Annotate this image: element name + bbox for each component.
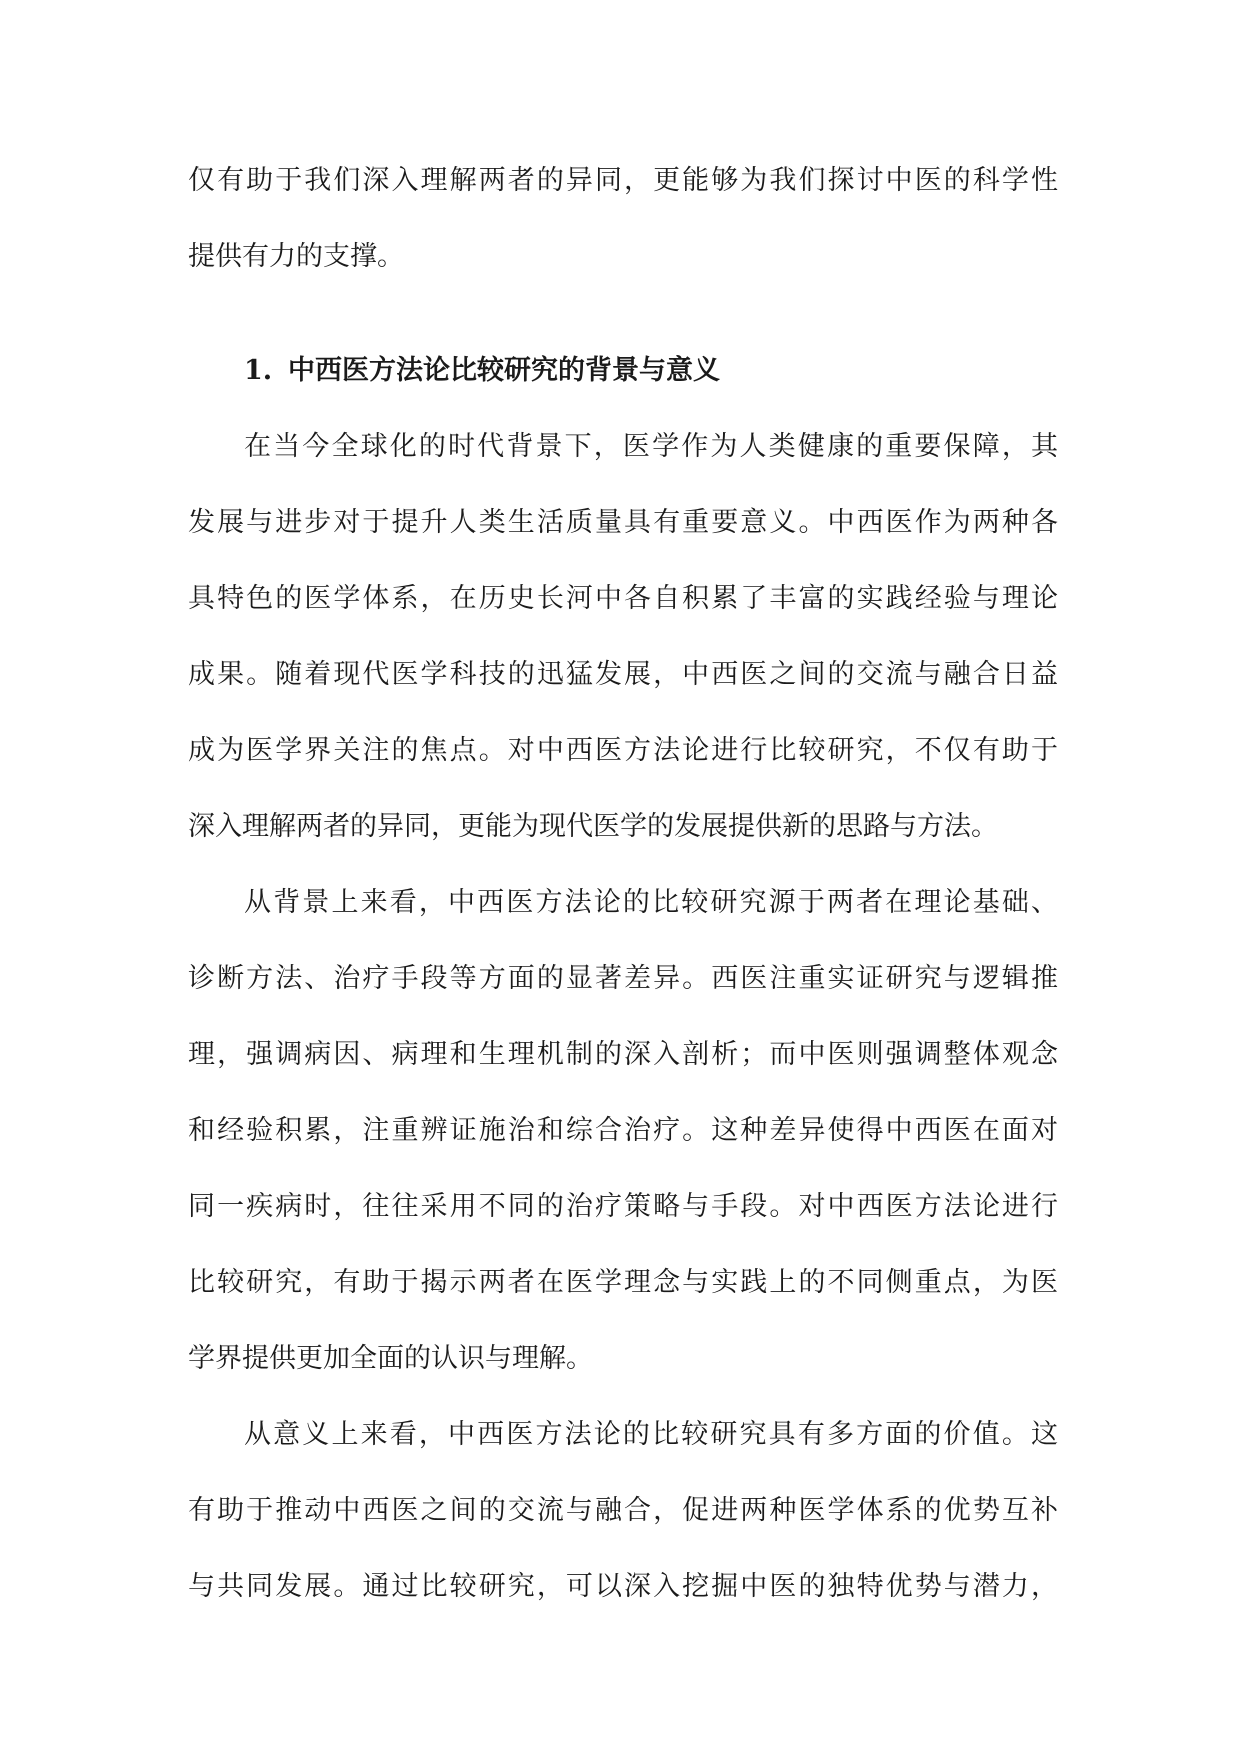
intro-paragraph bbox=[188, 143, 1058, 295]
paragraph-line: 成为医学界关注的焦点。对中西医方法论进行比较研究，不仅有助于 bbox=[188, 735, 1058, 766]
section-number: 1. bbox=[244, 355, 273, 386]
section-heading bbox=[188, 333, 1058, 409]
paragraph-line: 和经验积累，注重辨证施治和综合治疗。这种差异使得中西医在面对 bbox=[188, 1115, 1058, 1146]
body-paragraph-1 bbox=[188, 409, 1058, 865]
paragraph-line: 与共同发展。通过比较研究，可以深入挖掘中医的独特优势与潜力， bbox=[188, 1571, 1058, 1602]
paragraph-line: 学界提供更加全面的认识与理解。 bbox=[188, 1343, 593, 1374]
body-paragraph-2 bbox=[188, 865, 1058, 1397]
paragraph-line: 具特色的医学体系，在历史长河中各自积累了丰富的实践经验与理论 bbox=[188, 583, 1058, 614]
paragraph-line: 有助于推动中西医之间的交流与融合，促进两种医学体系的优势互补 bbox=[188, 1495, 1058, 1526]
paragraph-line: 理，强调病因、病理和生理机制的深入剖析；而中医则强调整体观念 bbox=[188, 1039, 1058, 1070]
paragraph-line: 成果。随着现代医学科技的迅猛发展，中西医之间的交流与融合日益 bbox=[188, 659, 1058, 690]
paragraph-line: 从背景上来看，中西医方法论的比较研究源于两者在理论基础、 bbox=[244, 887, 1058, 918]
paragraph-line: 发展与进步对于提升人类生活质量具有重要意义。中西医作为两种各 bbox=[188, 507, 1058, 538]
paragraph-line: 在当今全球化的时代背景下，医学作为人类健康的重要保障，其 bbox=[244, 431, 1058, 462]
paragraph-line: 仅有助于我们深入理解两者的异同，更能够为我们探讨中医的科学性 bbox=[188, 165, 1058, 196]
paragraph-line: 从意义上来看，中西医方法论的比较研究具有多方面的价值。这 bbox=[244, 1419, 1058, 1450]
paragraph-line: 深入理解两者的异同，更能为现代医学的发展提供新的思路与方法。 bbox=[188, 811, 998, 842]
document-body bbox=[188, 143, 1058, 1625]
body-paragraph-3 bbox=[188, 1397, 1058, 1625]
paragraph-line: 同一疾病时，往往采用不同的治疗策略与手段。对中西医方法论进行 bbox=[188, 1191, 1058, 1222]
paragraph-line: 比较研究，有助于揭示两者在医学理念与实践上的不同侧重点，为医 bbox=[188, 1267, 1058, 1298]
paragraph-line: 诊断方法、治疗手段等方面的显著差异。西医注重实证研究与逻辑推 bbox=[188, 963, 1058, 994]
paragraph-line: 提供有力的支撑。 bbox=[188, 241, 404, 272]
section-title: 中西医方法论比较研究的背景与意义 bbox=[288, 355, 720, 386]
